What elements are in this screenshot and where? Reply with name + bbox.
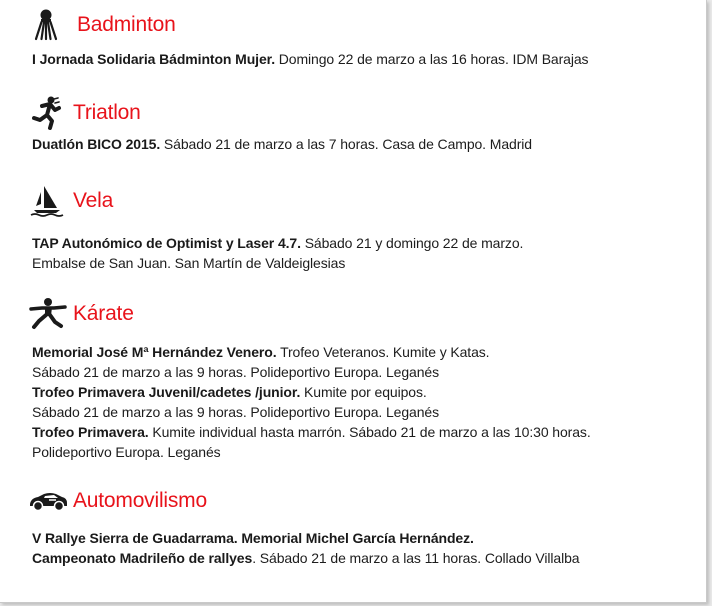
event-name: Campeonato Madrileño de rallyes	[32, 550, 253, 566]
event-name: Duatlón BICO 2015.	[32, 136, 161, 152]
section-body-vela	[32, 233, 692, 273]
event-details: Sábado 21 y domingo 22 de marzo.	[300, 235, 524, 251]
section-title: Triatlon	[73, 101, 141, 124]
event-details: Kumite individual hasta marrón. Sábado 21 de marzo a las 10:30 horas.	[148, 424, 591, 440]
event-details: Sábado 21 de marzo a las 9 horas. Polideportivo Europa. Leganés	[32, 404, 439, 420]
section-header-automovilismo	[28, 484, 207, 518]
runner-icon	[28, 96, 68, 130]
event-name: Trofeo Primavera.	[32, 424, 149, 440]
event-line	[32, 253, 692, 273]
event-line	[32, 402, 692, 422]
section-header-triatlon	[28, 96, 141, 130]
race-car-icon	[28, 484, 68, 518]
event-details: Sábado 21 de marzo a las 7 horas. Casa de Campo. Madrid	[160, 136, 532, 152]
event-details: Sábado 21 de marzo a las 9 horas. Polideportivo Europa. Leganés	[32, 364, 439, 380]
section-title: Kárate	[73, 302, 134, 325]
event-name: TAP Autonómico de Optimist y Laser 4.7.	[32, 235, 301, 251]
event-line	[32, 442, 692, 462]
event-details: Trofeo Veteranos. Kumite y Katas.	[276, 344, 490, 360]
event-line	[32, 382, 692, 402]
section-title: Badminton	[77, 13, 176, 36]
event-line	[32, 49, 692, 69]
event-name: Trofeo Primavera Juvenil/cadetes /junior.	[32, 384, 301, 400]
event-line	[32, 362, 692, 382]
event-details: Domingo 22 de marzo a las 16 horas. IDM Barajas	[275, 51, 589, 67]
event-name: V Rallye Sierra de Guadarrama. Memorial Michel García Hernández.	[32, 530, 474, 546]
event-line	[32, 548, 692, 568]
shuttlecock-icon	[32, 8, 72, 42]
section-title: Vela	[73, 189, 114, 212]
sailing-icon	[28, 184, 68, 218]
section-header-badminton	[32, 8, 176, 42]
section-body-automovilismo	[32, 528, 692, 568]
event-line	[32, 342, 692, 362]
event-name: I Jornada Solidaria Bádminton Mujer.	[32, 51, 275, 67]
section-body-karate	[32, 342, 692, 462]
event-line	[32, 134, 692, 154]
section-header-vela	[28, 184, 113, 218]
event-details: Embalse de San Juan. San Martín de Valdeiglesias	[32, 255, 346, 271]
event-line	[32, 528, 692, 548]
section-header-karate	[28, 297, 134, 331]
section-title: Automovilismo	[73, 489, 207, 512]
event-line	[32, 233, 692, 253]
event-name: Memorial José Mª Hernández Venero.	[32, 344, 277, 360]
event-details: Kumite por equipos.	[300, 384, 427, 400]
event-details: Polideportivo Europa. Leganés	[32, 444, 221, 460]
section-body-triatlon	[32, 134, 692, 154]
section-body-badminton	[32, 49, 692, 69]
event-details: . Sábado 21 de marzo a las 11 horas. Collado Villalba	[252, 550, 580, 566]
event-line	[32, 422, 692, 442]
karate-icon	[28, 297, 68, 331]
